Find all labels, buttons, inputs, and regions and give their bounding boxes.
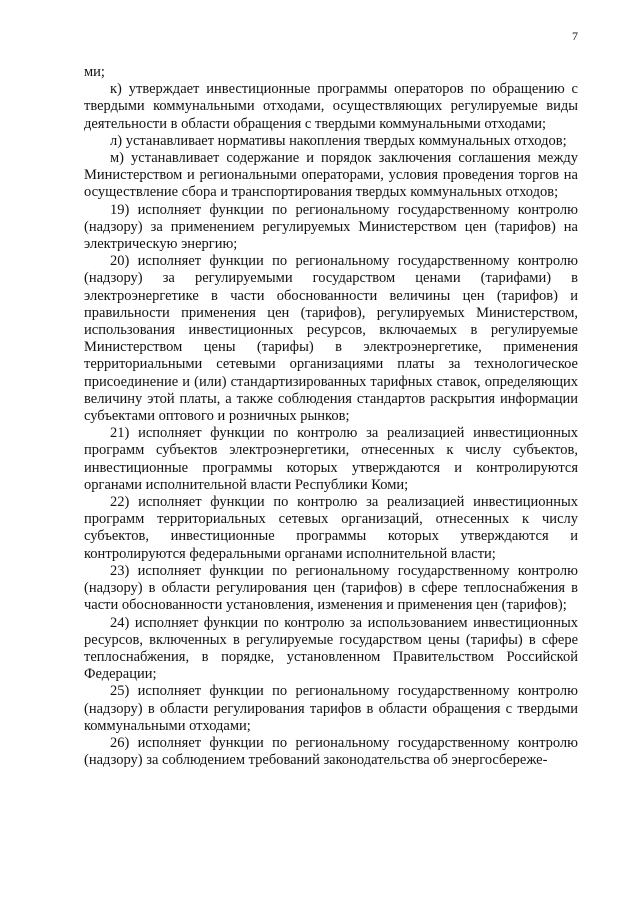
paragraph-item-k: к) утверждает инвестиционные программы операторов по обращению с твердыми коммунальными отходами, осуществляющих регулируемые виды деятельности в области обращения с твердыми коммунальными отходами; xyxy=(84,81,578,132)
paragraph-item-20: 20) исполняет функции по региональному государственному контролю (надзору) за регулируемыми государством ценами (тарифами) в электроэнергетике в части обоснованности величины цен (тарифов) и правильности применения цен (тарифов), регулируемых Министерством, использования инвестиционных ресурсов, включаемых в регулируемые Министерством цены (тарифы) в электроэнергетике, применения территориальными сетевыми организациями платы за технологическое присоединение и (или) стандартизированных тарифных ставок, определяющих величину этой платы, а также соблюдения стандартов раскрытия информации субъектами оптового и розничных рынков; xyxy=(84,253,578,425)
page-number: 7 xyxy=(572,29,578,43)
paragraph-item-26: 26) исполняет функции по региональному государственному контролю (надзору) за соблюдением требований законодательства об энергосбереже- xyxy=(84,734,578,769)
paragraph-item-25: 25) исполняет функции по региональному государственному контролю (надзору) в области регулирования тарифов в области обращения с твердыми коммунальными отходами; xyxy=(84,683,578,734)
paragraph-item-21: 21) исполняет функции по контролю за реализацией инвестиционных программ субъектов электроэнергетики, отнесенных к числу субъектов, инвестиционные программы которых утверждаются и контролируются органами исполнительной власти Республики Коми; xyxy=(84,425,578,493)
paragraph-item-22: 22) исполняет функции по контролю за реализацией инвестиционных программ территориальных сетевых организаций, отнесенных к числу субъектов, инвестиционные программы которых утверждаются и контролируются федеральными органами исполнительной власти; xyxy=(84,494,578,562)
document-body xyxy=(84,64,578,769)
paragraph-continuation: ми; xyxy=(84,64,105,80)
paragraph-item-l: л) устанавливает нормативы накопления твердых коммунальных отходов; xyxy=(110,132,567,149)
paragraph-item-24: 24) исполняет функции по контролю за использованием инвестиционных ресурсов, включенных в регулируемые государством цены (тарифы) в сфере теплоснабжения, в порядке, установленном Правительством Российской Федерации; xyxy=(84,614,578,683)
paragraph-item-23: 23) исполняет функции по региональному государственному контролю (надзору) в области регулирования цен (тарифов) в сфере теплоснабжения в части обоснованности установления, изменения и применения цен (тарифов); xyxy=(84,562,578,614)
paragraph-item-19: 19) исполняет функции по региональному государственному контролю (надзору) за применением регулируемых Министерством цен (тарифов) на электрическую энергию; xyxy=(84,201,578,253)
paragraph-item-m: м) устанавливает содержание и порядок заключения соглашения между Министерством и региональными операторами, условия проведения торгов на осуществление сбора и транспортирования твердых коммунальных отходов; xyxy=(84,150,578,201)
